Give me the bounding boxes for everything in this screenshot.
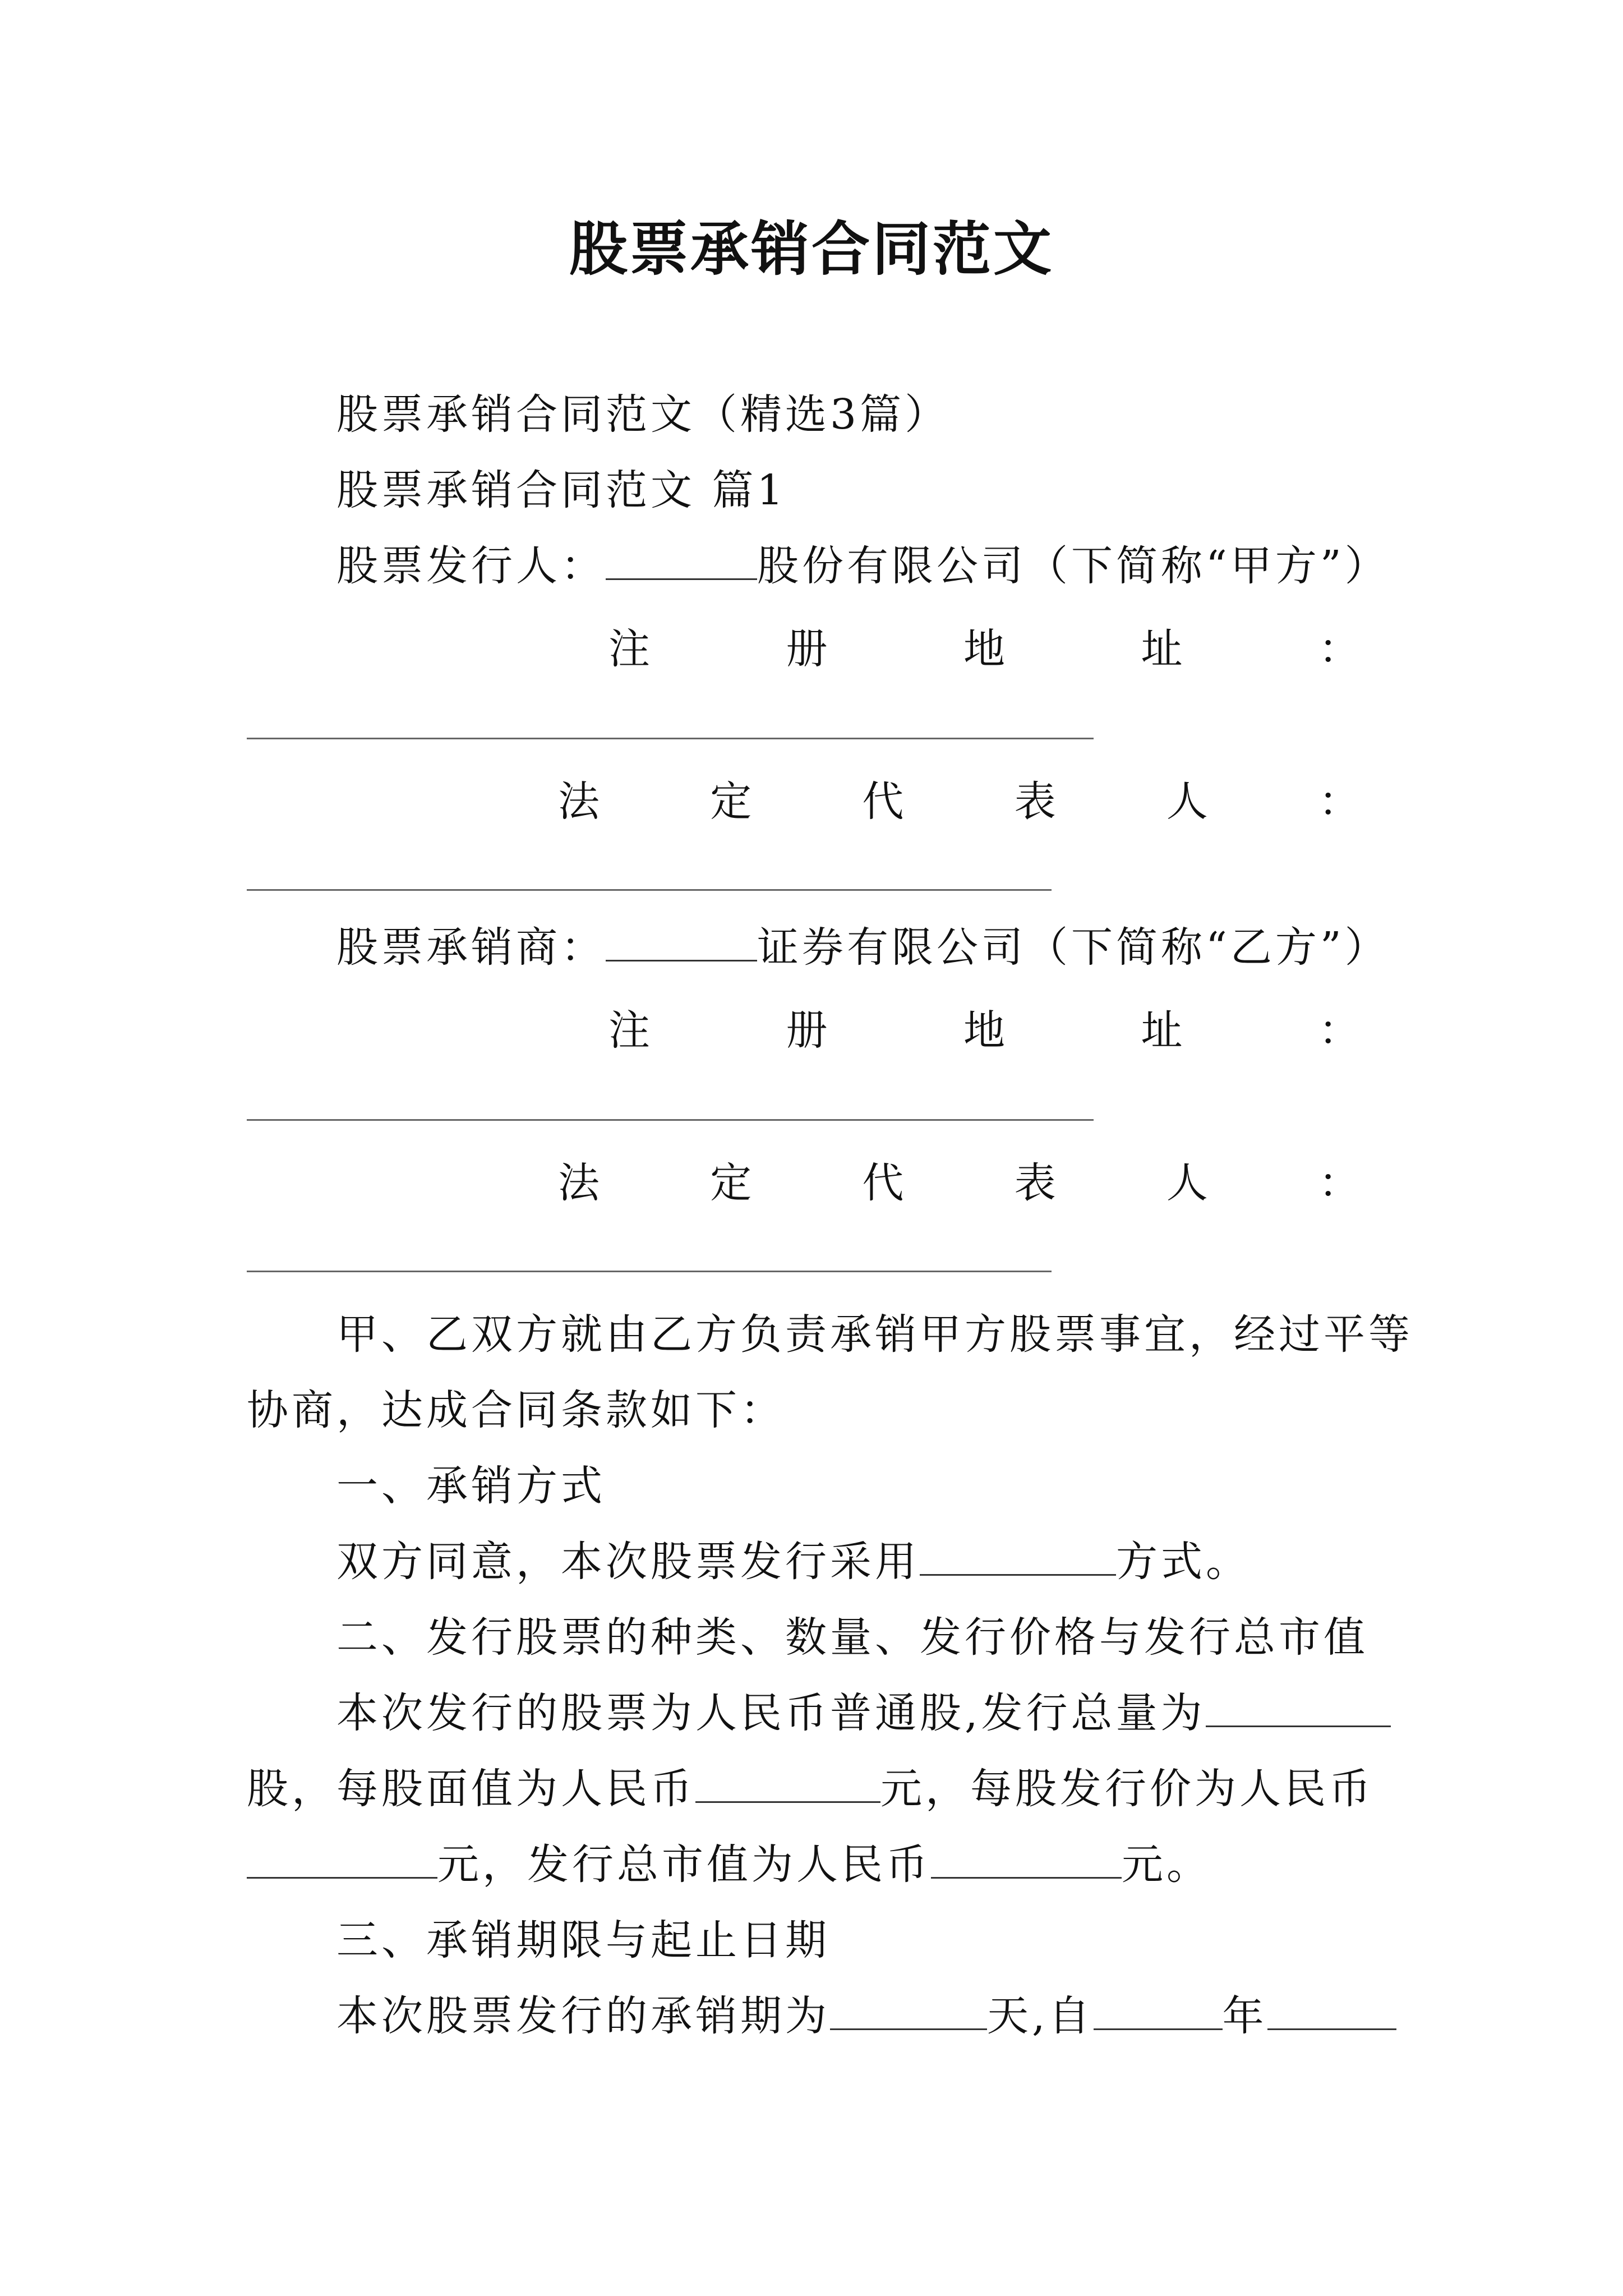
underwriter-registered-address-label: 注 册 地 址 ： [608,1006,1360,1055]
clause-heading-3: 三、承销期限与起止日期 [336,1916,830,1964]
blank-field [1094,1995,1223,2030]
blank-field [830,1995,987,2030]
clause-3-text: 本次股票发行的承销期为 天,自 年 [336,1983,1396,2042]
blank-field [931,1843,1122,1879]
paragraph-line: 甲、乙双方就由乙方负责承销甲方股票事宜，经过平等 [336,1310,1413,1359]
underwriter-label: 股票承销商： [336,923,606,972]
issuer-legal-representative-label: 法 定 代 表 人 ： [558,777,1360,826]
blank-field [1267,1995,1396,2030]
clause-2-text: 股，每股面值为人民币 元，每股发行价为人民币 [247,1765,1374,1813]
fill-in-line [247,738,1094,739]
page-title: 股票承销合同范文 [569,214,1054,283]
blank-field [1206,1692,1391,1727]
clause-2-text: 本次发行的股票为人民币普通股,发行总量为 [336,1680,1391,1740]
underwriter-suffix: 证券有限公司（下简称“乙方”） [757,923,1390,972]
underwriter-legal-representative-label: 法 定 代 表 人 ： [558,1159,1360,1207]
issuer-suffix: 股份有限公司（下简称“甲方”） [757,542,1390,590]
subtitle-selection: 股票承销合同范文（精选3篇） [336,390,950,439]
clause-2-text: 元，发行总市值为人民币 元。 [247,1832,1211,1891]
underwriter-line [336,914,1390,974]
clause-1-text: 双方同意，本次股票发行采用 方式。 [336,1538,1251,1586]
issuer-line [336,533,1390,592]
fill-in-line [247,1119,1094,1121]
paragraph-line: 协商，达成合同条款如下： [247,1386,785,1434]
blank-field [606,545,757,580]
fill-in-line [247,889,1052,891]
fill-in-line [247,1271,1052,1272]
clause-heading-2: 二、发行股票的种类、数量、发行价格与发行总市值 [336,1613,1368,1662]
blank-field [247,1843,437,1879]
clause-heading-1: 一、承销方式 [336,1462,606,1510]
section-heading: 股票承销合同范文 篇1 [336,466,787,514]
blank-field [920,1540,1116,1576]
issuer-label: 股票发行人： [336,542,606,590]
issuer-registered-address-label: 注 册 地 址 ： [608,625,1360,673]
blank-field [606,926,757,961]
blank-field [695,1768,880,1803]
